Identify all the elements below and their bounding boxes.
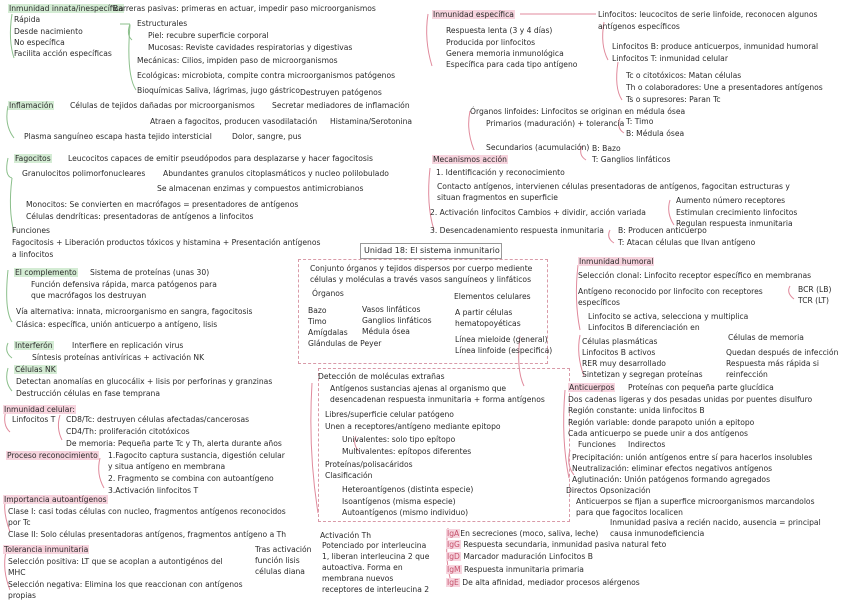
tras-activacion: función lisis <box>255 556 300 565</box>
barreras: Barreras pasivas: primeras en actuar, impedir paso microorganismos <box>113 4 376 13</box>
proteinas: Proteínas/polisacáridos <box>325 460 413 469</box>
pasiva: Inmunidad pasiva a recién nacido, ausencia = principal <box>610 518 821 527</box>
anticuerpos-title: Anticuerpos <box>569 383 615 392</box>
tras-activacion: células diana <box>255 567 305 576</box>
hetero: Heteroantígenos (distinta especie) <box>342 485 474 494</box>
linfocitos-b: Linfocitos B: produce anticuerpos, inmunidad humoral <box>612 42 819 51</box>
linfoide: Línea linfoide (especifica) <box>455 346 553 355</box>
tolerancia-title: Tolerancia inmunitaria <box>4 545 89 554</box>
organo: Bazo <box>308 306 327 315</box>
multivalentes: Multivalentes: epítopos diferentes <box>342 447 472 456</box>
inflamacion-atraen: Atraen a fagocitos, producen vasodilatación <box>150 117 318 126</box>
rapida: Respuesta más rápida si <box>726 359 819 368</box>
abundantes: Abundantes granulos citoplasmáticos y nucleo polilobulado <box>163 169 389 178</box>
plasmaticas: Células plasmáticas <box>582 337 658 346</box>
mecanismos-step3: 3. Desencadenamiento respuesta inmunitaria <box>430 226 604 235</box>
variable: Región variable: donde parapoto unión a epitopo <box>568 418 755 427</box>
funciones-label: Funciones <box>12 226 50 235</box>
estimulan: Estimulan crecimiento linfocitos <box>676 208 798 217</box>
memoria-title: Células de memoria <box>728 333 804 342</box>
autoantigenos-title: Importancia autoantígenos <box>4 495 107 504</box>
activacion-th-desc: Potenciado por interleucina <box>322 541 427 550</box>
antigeno-rec2: específicos <box>578 298 620 307</box>
vasos: Ganglios linfáticos <box>362 316 432 325</box>
libres: Libres/superficie celular patógeno <box>325 410 454 419</box>
sintetizan: Sintetizan y segregan proteínas <box>582 370 703 379</box>
medula: B: Médula ósea <box>626 129 685 138</box>
mecanismos-step2: 2. Activación linfocitos Cambios + dividir, acción variada <box>430 208 646 217</box>
especifica-item: Genera memoria inmunológica <box>446 49 564 58</box>
interferon-desc: Interfiere en replicación virus <box>72 341 184 350</box>
monocitos: Monocitos: Se convierten en macrófagos = presentadores de antígenos <box>26 200 299 209</box>
mecanismos-step1: 1. Identificación y reconocimiento <box>436 168 565 177</box>
mecanismos-title: Mecanismos acción <box>433 155 507 164</box>
partir2: hematopoyéticas <box>455 319 521 328</box>
complemento-title: El complemento <box>15 268 77 277</box>
nk-desc: Detectan anomalías en glucocálix + lisis por perforinas y granzinas <box>16 377 273 386</box>
bioquimicas: Bioquímicas Saliva, lágrimas, jugo gástrico <box>137 86 300 95</box>
nk-destruccion: Destrucción células en fase temprana <box>16 389 160 398</box>
tcr: TCR (LT) <box>798 296 829 305</box>
innata-item: Rápida <box>14 15 41 24</box>
aglutinacion: Aglutinación: Unión patógenos formando agregados <box>572 475 771 484</box>
organo: Glándulas de Peyer <box>308 339 382 348</box>
inflamacion-title: Inflamación <box>9 101 54 110</box>
linfocitos-def2: antígenos específicos <box>598 22 680 31</box>
complemento-funcion2: que macrófagos los destruyan <box>31 291 147 300</box>
conjunto2: células y moléculas a través vasos sanguíneos y linfáticos <box>310 275 532 284</box>
quedan: Quedan después de infección <box>726 348 839 357</box>
precipitacion: Precipitación: unión antígenos entre sí para hacerlos insolubles <box>572 453 813 462</box>
activacion-th-desc: 1, liberan interleucina 2 que <box>322 552 430 561</box>
linfocitos-t: Linfocitos T <box>12 415 56 424</box>
especifica-title: Inmunidad específica <box>433 10 514 19</box>
funciones-desc: Fagocitosis + Liberación productos tóxicos y histamina + Presentación antígenos <box>12 238 321 247</box>
nk-title: Células NK <box>15 365 56 374</box>
reconocimiento-step: 2. Fragmento se combina con autoantígeno <box>108 474 274 483</box>
neutralizacion: Neutralización: eliminar efectos negativos antígenos <box>572 464 773 473</box>
timo: T: Timo <box>626 117 654 126</box>
t-atacan: T: Atacan células que llvan antígeno <box>618 238 756 247</box>
ganglios: T: Ganglios linfáticos <box>592 155 671 164</box>
inflamacion-secretar: Secretar mediadores de inflamación <box>272 101 410 110</box>
especifica-item: Producida por linfocitos <box>446 38 536 47</box>
especifica-item: Específica para cada tipo antígeno <box>446 60 578 69</box>
antigenos2: desencadenan respuesta inmunitaria + forma antígenos <box>330 395 545 404</box>
activacion-th-desc: membrana nuevos <box>322 574 394 583</box>
inflamacion-dolor: Dolor, sangre, pus <box>232 132 302 141</box>
tolerancia-positiva: Selección positiva: LT que se acoplan a autontigénos del <box>8 557 223 566</box>
inflamacion-plasma: Plasma sanguíneo escapa hasta tejido intersticial <box>24 132 212 141</box>
fijan2: para que fagocitos localicen <box>576 508 683 517</box>
clase1b: por Tc <box>8 518 31 527</box>
activa: Linfocito se activa, selecciona y multiplica <box>588 312 749 321</box>
mecanicas: Mecánicas: Cilios, impiden paso de microorganismos <box>137 56 338 65</box>
interferon-title: Interferón <box>15 341 53 350</box>
mucosas: Mucosas: Reviste cavidades respiratorias y digestivas <box>148 43 353 52</box>
memoria-t: De memoria: Pequeña parte Tc y Th, alerta durante años <box>66 439 282 448</box>
inmuno: causa inmunodeficiencia <box>610 529 705 538</box>
central-title: Unidad 18: El sistema inmunitario <box>364 246 500 255</box>
ig-item: IgM Respuesta inmunitaria primaria <box>447 565 584 574</box>
contacto: Contacto antígenos, intervienen células presentadoras de antígenos, fagocitan estructuras y <box>437 182 790 191</box>
th: Th o colaboradores: Une a presentadores antígenos <box>626 83 823 92</box>
reconocimiento-step: y situa antígeno en membrana <box>108 462 226 471</box>
tras-activacion: Tras activación <box>255 545 312 554</box>
ig-item: IgD Marcador maduración Linfocitos B <box>447 552 593 561</box>
conjunto: Conjunto órganos y tejidos dispersos por cuerpo mediente <box>310 264 533 273</box>
aumento: Aumento número receptores <box>676 196 786 205</box>
univalentes: Univalentes: solo tipo epítopo <box>342 435 456 444</box>
almacenan: Se almacenan enzimas y compuestos antimicrobianos <box>157 184 364 193</box>
cd4: CD4/Th: proliferación citotóxicos <box>66 427 190 436</box>
organos-linfoides: Órganos linfoides: Linfocitos se originan en médula ósea <box>470 107 686 116</box>
activacion-th-desc: autoactiva. Forma en <box>322 563 403 572</box>
ig-item: IgG Respuesta secundaria, inmunidad pasiva natural feto <box>447 540 667 549</box>
reconocimiento-step: 3.Activación linfocitos T <box>108 486 199 495</box>
clase1: Clase I: casi todas células con nucleo, fragmentos antígenos reconocidos <box>8 507 286 516</box>
reconocimiento-title: Proceso reconocimiento <box>7 451 98 460</box>
via-alternativa: Vía alternativa: innata, microorganismo en sangra, fagocitosis <box>16 307 253 316</box>
complemento-funcion1: Función defensiva rápida, marca patógenos para <box>31 280 217 289</box>
primarios: Primarios (maduración) + tolerancia <box>486 119 625 128</box>
anticuerpos-desc: Proteínas con pequeña parte glucídica <box>628 383 774 392</box>
diferenciacion: Linfocitos B diferenciación en <box>588 323 700 332</box>
especifica-item: Respuesta lenta (3 y 4 días) <box>446 26 553 35</box>
antigenos: Antígenos sustancias ajenas al organismo que <box>330 384 507 393</box>
regulan: Regulan respuesta inmunitaria <box>676 219 793 228</box>
funciones-ac: Funciones <box>578 440 616 449</box>
deteccion-title: Detección de moléculas extrañas <box>318 372 445 381</box>
ecologicas: Ecológicas: microbiota, compite contra microorganismos patógenos <box>137 71 396 80</box>
partir: A partir células <box>455 308 513 317</box>
interferon-sintesis: Síntesis proteínas antivíricas + activación NK <box>32 353 205 362</box>
innata-item: No específica <box>14 38 65 47</box>
clase2: Clase II: Solo células presentadoras antígenos, fragmentos antígeno a Th <box>8 530 287 539</box>
b-producen: B: Producen anticuerpo <box>618 226 707 235</box>
activacion-th-desc: receptores de interleucina 2 <box>322 585 430 594</box>
organos-title: Órganos <box>312 289 344 298</box>
vasos: Médula ósea <box>362 327 410 336</box>
activacion-th-title: Activación Th <box>320 531 372 540</box>
complemento-desc: Sistema de proteínas (unas 30) <box>90 268 210 277</box>
linfocitos-t-cel: Linfocitos T: inmunidad celular <box>612 54 728 63</box>
mieloide: Línea mieloide (general) <box>455 335 548 344</box>
fagocitos-title: Fagocitos <box>15 154 51 163</box>
unen: Unen a receptores/antígeno mediante epitopo <box>325 422 501 431</box>
ig-item: IgAEn secreciones (moco, saliva, leche) <box>447 529 599 538</box>
fagocitos-desc: Leucocitos capaces de emitir pseudópodos para desplazarse y hacer fagocitosis <box>68 154 373 163</box>
tolerancia-positiva2: MHC <box>8 568 26 577</box>
tolerancia-negativa: Selección negativa: Elimina los que reaccionan con antígenos <box>8 580 243 589</box>
fijan: Anticuerpos se fijan a superfice microorganismos marcandolos <box>576 497 815 506</box>
iso: Isoantígenos (misma especie) <box>342 497 456 506</box>
reconocimiento-step: 1.Fagocito captura sustancia, digestión celular <box>108 451 285 460</box>
celular-title: Inmunidad celular: <box>4 405 75 414</box>
antigeno-rec: Antígeno reconocido por linfocito con receptores <box>578 287 763 296</box>
cd8: CD8/Tc: destruyen células afectadas/cancerosas <box>66 415 250 424</box>
bcr: BCR (LB) <box>798 285 832 294</box>
humoral-title: Inmunidad humoral <box>579 257 654 266</box>
organo: Amígdalas <box>308 328 348 337</box>
tolerancia-negativa2: propias <box>8 591 36 600</box>
innata-item: Desde nacimiento <box>14 27 83 36</box>
indirectos: Indirectos <box>628 440 666 449</box>
contacto2: situan fragmentos en superficie <box>437 193 558 202</box>
destruyen: Destruyen patógenos <box>300 88 382 97</box>
tc: Tc o citotóxicos: Matan células <box>626 71 742 80</box>
inflamacion-histamina: Histamina/Serotonina <box>330 117 413 126</box>
bazo: B: Bazo <box>592 144 621 153</box>
directos: Directos Opsonización <box>566 486 651 495</box>
clasificacion: Clasificación <box>325 471 373 480</box>
cada: Cada anticuerpo se puede unir a dos antígenos <box>568 429 748 438</box>
elementos-title: Elementos celulares <box>454 292 531 301</box>
ig-item: IgE De alta afinidad, mediador procesos alérgenos <box>447 578 640 587</box>
b-activos: Linfocitos B activos <box>582 348 656 357</box>
granulocitos: Granulocitos polimorfonucleares <box>22 169 146 178</box>
funciones-desc2: a linfocitos <box>12 250 54 259</box>
inflamacion-celulas: Células de tejidos dañadas por microorganismos <box>70 101 255 110</box>
linfocitos-def: Linfocitos: leucocitos de serie linfoide, reconocen algunos <box>598 10 818 19</box>
ts: Ts o supresores: Paran Tc <box>626 95 721 104</box>
innata-item: Facilita acción específicas <box>14 49 112 58</box>
innata-title: Inmunidad innata/inespecífica <box>9 4 124 13</box>
secundarios: Secundarios (acumulación) <box>486 143 590 152</box>
cadenas: Dos cadenas ligeras y dos pesadas unidas por puentes disulfuro <box>568 395 813 404</box>
piel: Piel: recubre superficie corporal <box>148 31 269 40</box>
auto: Autoantígenos (mismo individuo) <box>342 508 469 517</box>
constante: Región constante: unida linfocitos B <box>568 406 705 415</box>
reinfeccion: reinfección <box>726 370 768 379</box>
dendriticas: Células dendríticas: presentadoras de antígenos a linfocitos <box>26 212 254 221</box>
vasos: Vasos linfáticos <box>362 305 421 314</box>
rer: RER muy desarrollado <box>582 359 666 368</box>
clasica: Clásica: específica, unión anticuerpo a antígeno, lisis <box>16 320 218 329</box>
seleccion: Selección clonal: Linfocito receptor específico en membranas <box>578 271 812 280</box>
organo: Timo <box>308 317 327 326</box>
estructurales: Estructurales <box>137 19 188 28</box>
